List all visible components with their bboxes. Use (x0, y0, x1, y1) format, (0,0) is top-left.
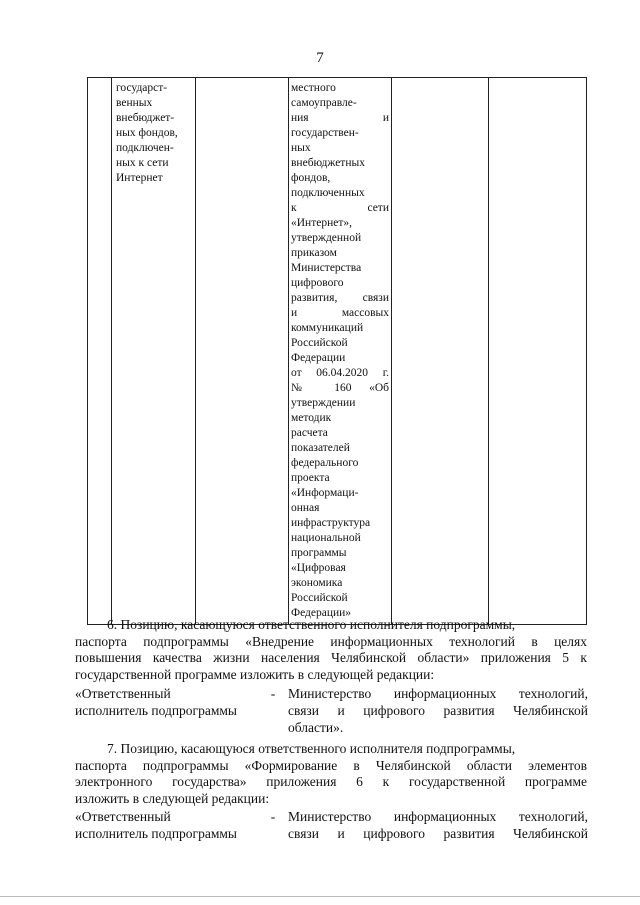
methodology-line: «Интернет», (291, 217, 352, 229)
methodology-line: методик (291, 412, 332, 424)
methodology-text (291, 81, 389, 621)
methodology-line: к сети (291, 202, 389, 214)
methodology-line: Российской (291, 337, 348, 349)
item-7-paragraph (75, 741, 587, 807)
methodology-line: подключенных (291, 187, 365, 199)
methodology-line: развития, связи (291, 292, 389, 304)
entry-value (288, 808, 588, 842)
methodology-line: инфраструктура (291, 517, 371, 529)
item-7-line-3: электронного государства» приложения 6 к государственной программе (75, 774, 587, 789)
methodology-line: проекта (291, 472, 330, 484)
table-cell-col3 (196, 78, 289, 625)
table-cell-col1 (88, 78, 112, 625)
entry-value-line-1: Министерство информационных технологий, (288, 809, 588, 824)
page-number: 7 (316, 50, 324, 66)
methodology-line: Федерации (291, 352, 346, 364)
methodology-line: самоуправле- (291, 97, 357, 109)
table-cell-methodology (289, 78, 392, 625)
table-cell-col5 (392, 78, 489, 625)
methodology-line: приказом (291, 247, 337, 259)
item-6-line-2: паспорта подпрограммы «Внедрение информационных технологий в целях (75, 633, 587, 649)
methodology-line: «Цифровая (291, 562, 346, 574)
methodology-line: Министерства (291, 262, 362, 274)
item-6-line-4: государственной программе изложить в следующей редакции: (75, 666, 435, 682)
entry-value-line-3: области». (288, 720, 344, 735)
scan-edge-line (0, 896, 640, 897)
methodology-line: национальной (291, 532, 361, 544)
entry-label: «Ответственный исполнитель подпрограммы (75, 686, 237, 718)
entry-value (288, 685, 588, 736)
entry-value-line-1: Министерство информационных технологий, (288, 686, 588, 701)
item-7-line-1: 7. Позицию, касающуюся ответственного исполнителя подпрограммы, (107, 741, 516, 756)
entry-value-line-2: связи и цифрового развития Челябинской (288, 826, 588, 841)
entry-dash: - (270, 686, 276, 701)
methodology-line: онная (291, 502, 320, 514)
methodology-line: внебюджетных (291, 157, 365, 169)
item-6-paragraph (75, 617, 587, 683)
methodology-line: коммуникаций (291, 322, 364, 334)
continuation-table (87, 77, 587, 625)
methodology-line: Федерации» (291, 607, 352, 619)
methodology-line: цифрового (291, 277, 344, 289)
methodology-line: ния и (291, 112, 389, 124)
table-row (88, 78, 587, 625)
indicator-text: государст- венных внебюджет- ных фондов, подключен- ных к сети Интернет (116, 82, 178, 184)
methodology-line: государствен- (291, 127, 359, 139)
item-7-line-4: изложить в следующей редакции: (75, 790, 270, 806)
methodology-line: федерального (291, 457, 359, 469)
methodology-line: «Информаци- (291, 487, 359, 499)
methodology-line: и массовых (291, 307, 389, 319)
methodology-line: показателей (291, 442, 350, 454)
item-6-line-1: 6. Позицию, касающуюся ответственного исполнителя подпрограммы, (107, 617, 516, 632)
methodology-line: расчета (291, 427, 328, 439)
methodology-line: утверждении (291, 397, 356, 409)
methodology-line: № 160 «Об (291, 382, 389, 394)
item-7-line-2: паспорта подпрограммы «Формирование в Челябинской области элементов (75, 757, 587, 773)
entry-dash: - (270, 809, 276, 824)
entry-label: «Ответственный исполнитель подпрограммы (75, 809, 237, 841)
methodology-line: утвержденной (291, 232, 362, 244)
methodology-line: Российской (291, 592, 348, 604)
methodology-line: экономика (291, 577, 343, 589)
methodology-line: программы (291, 547, 347, 559)
entry-value-line-2: связи и цифрового развития Челябинской (288, 703, 588, 718)
item-6-line-3: повышения качества жизни населения Челябинской области» приложения 5 к (75, 650, 587, 665)
methodology-line: ных (291, 142, 311, 154)
table-cell-indicator (112, 78, 196, 625)
methodology-line: местного (291, 82, 336, 94)
methodology-line: фондов, (291, 172, 331, 184)
methodology-line: от 06.04.2020 г. (291, 367, 389, 379)
table-cell-col6 (489, 78, 587, 625)
